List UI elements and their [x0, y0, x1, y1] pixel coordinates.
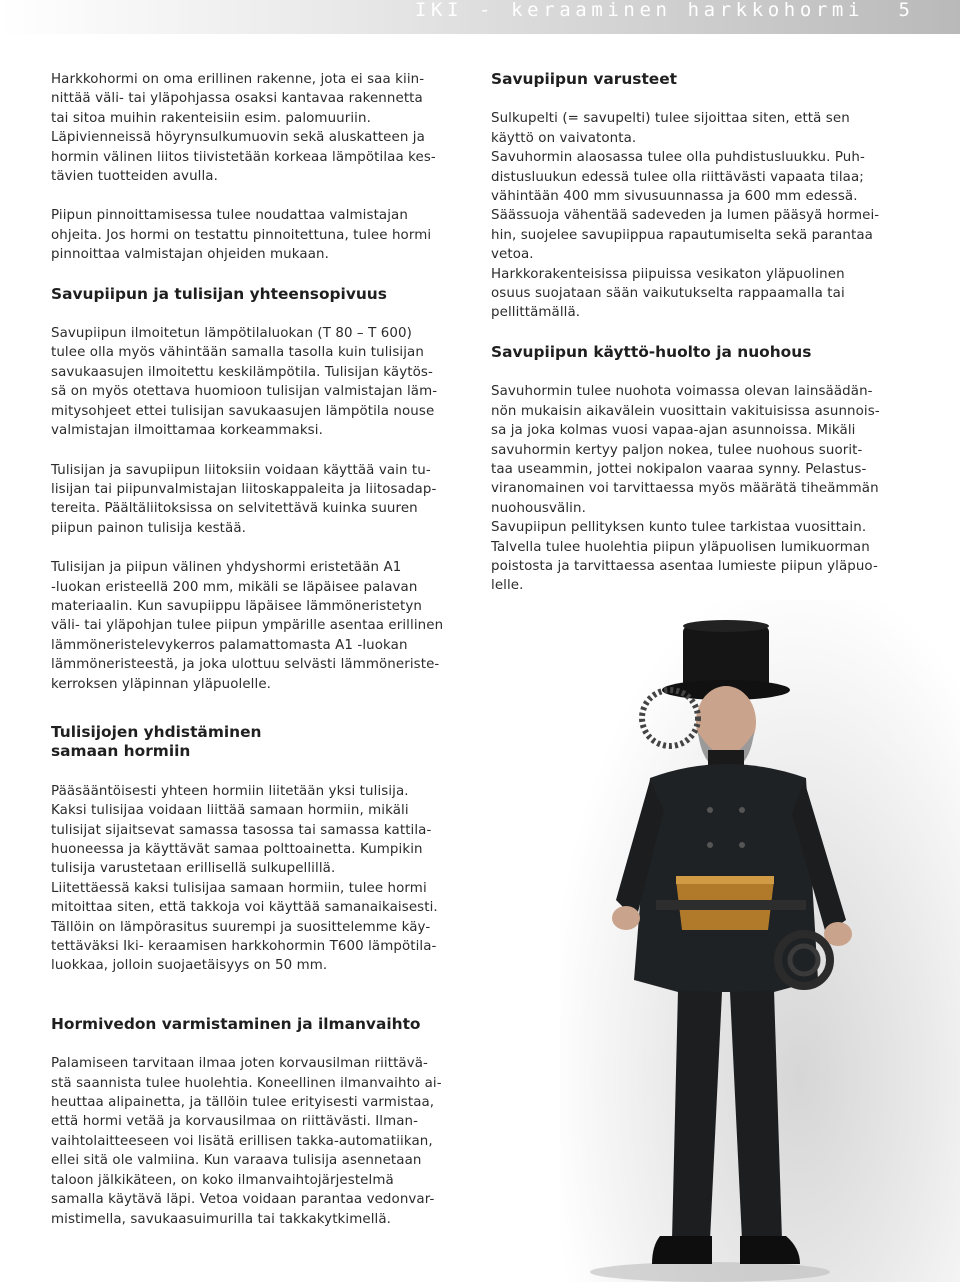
paragraph-connections: Tulisijan ja savupiipun liitoksiin voidaan käyttää vain tu- lisijan tai piipunvalmistajan liitoskappaleita ja liitosadap- tereita. Päältäliitoksissa on selvitettävä kuinka suuren piipun painon tulisija kestää. — [51, 462, 437, 536]
paragraph-structure: Harkkohormi on oma erillinen rakenne, jota ei saa kiin- nittää väli- tai yläpohjassa osaksi kantavaa rakennetta tai sitoa muihin rakenteisiin esim. palomuuriin. Läpivienneissä höyrynsulkumuovin sekä aluskatteen ja hormin välinen liitos tiivistetään korkeaa lämpötilaa kes- tävien tuotteiden avulla. — [51, 72, 436, 185]
page-number: 5 — [898, 0, 910, 21]
heading-equipment: Savupiipun varusteet — [491, 70, 678, 88]
paragraph-insulation: Tulisijan ja piipun välinen yhdyshormi eristetään A1 -luokan eristeellä 200 mm, mikäli se läpäisee palavan materiaalin. Kun savupiippu läpäisee lämmöneristetyn väli- tai yläpohjan tulee piipun ympärille asentaa erillinen lämmöneristelevykerros palamattomasta A1 -luokan lämmöneristeestä, ja joka ulottuu selvästi lämmöneriste- kerroksen yläpinnan yläpuolelle. — [51, 560, 444, 692]
heading-draft-ventilation: Hormivedon varmistaminen ja ilmanvaihto — [51, 1014, 421, 1033]
right-column — [491, 70, 911, 596]
heading-connecting-fireplaces: Tulisijojen yhdistäminen samaan hormiin — [51, 722, 262, 761]
left-column — [51, 70, 471, 1229]
heading-maintenance: Savupiipun käyttö-huolto ja nuohous — [491, 342, 812, 361]
header-band — [0, 0, 960, 34]
paragraph-temperature-class: Savupiipun ilmoitetun lämpötilaluokan (T 80 – T 600) tulee olla myös vähintään samalla tasolla kuin tulisijan savukaasujen ilmoitettu keskilämpötila. Tulisijan käytös- sä on myös otettava huomioon tulisijan valmistajan läm- mitysohjeet ettei tulisijan savukaasujen lämpötila nouse valmistajan ilmoittamaa korkeammaksi. — [51, 326, 438, 439]
running-title: IKI - keraaminen harkkohormi — [414, 0, 864, 21]
paragraph-two-fireplaces: Pääsääntöisesti yhteen hormiin liitetään yksi tulisija. Kaksi tulisijaa voidaan liittää samaan hormiin, mikäli tulisijat sijaitsevat samassa tasossa tai samassa kattila- huoneessa ja käyttävät samaa polttoainetta. Kumpikin tulisija varustetaan erillisellä sulkupellillä. Liitettäessä kaksi tulisijaa samaan hormiin, tulee hormi mitoittaa siten, että takkoja voi käyttää samanaikaisesti. Tällöin on lämpörasitus suurempi ja suosittelemme käy- tettäväksi Iki- keraamisen harkkohormin T600 lämpötila- luokkaa, jolloin suojaetäisyys on 50 mm. — [51, 783, 438, 974]
chimney-sweep-figure — [560, 600, 960, 1282]
paragraph-coating: Piipun pinnoittamisessa tulee noudattaa valmistajan ohjeita. Jos hormi on testattu pinnoitettuna, tulee hormi pinnoittaa valmistajan ohjeiden mukaan. — [51, 208, 432, 263]
paragraph-equipment: Sulkupelti (= savupelti) tulee sijoittaa siten, että sen käyttö on vaivatonta. Savuhormin alaosassa tulee olla puhdistusluukku. Puh- distusluukun edessä tulee olla riittävästi vapaata tilaa; vähintään 400 mm sivusuunnassa ja 600 mm edessä. Säässuoja vähentää sadeveden ja lumen pääsyä hormei- hin, suojelee savupiippua rapautumiselta sekä parantaa vetoa. Harkkorakenteisissa piipuissa vesikaton yläpuolinen osuus suojataan sään vaikutukselta rappaamalla tai pellittämällä. — [491, 111, 880, 321]
chimney-sweep-photo-icon — [560, 600, 960, 1282]
paragraph-ventilation: Palamiseen tarvitaan ilmaa joten korvausilman riittävä- stä saannista tulee huolehtia. Koneellinen ilmanvaihto ai- heuttaa alipainetta, ja tällöin tulee erityisesti varmistaa, että hormi vetää ja korvausilmaa on riittävästi. Ilman- vaihtolaitteeseen voi lisätä erillisen takka-automatiikan, ellei sitä ole valmiina. Kun varaava tulisija asennetaan taloon jälkikäteen, on koko ilmanvaihtojärjestelmä samalla käytävä läpi. Vetoa voidaan parantaa vedonvar- mistimella, savukaasuimurilla tai takkakytkimellä. — [51, 1056, 442, 1227]
paragraph-maintenance: Savuhormin tulee nuohota voimassa olevan lainsäädän- nön mukaisin aikavälein vuosittain vakituisissa asunnois- sa ja joka kolmas vuosi vapaa-ajan asunnoissa. Mikäli savuhormin kertyy paljon nokea, tulee nuohous suorit- taa useammin, jottei nokipalon vaaraa synny. Pelastus- viranomainen voi tarvittaessa myös määrätä tiheämmän nuohousvälin. Savupiipun pellityksen kunto tulee tarkistaa vuosittain. Talvella tulee huolehtia piipun yläpuolisen lumikuorman poistosta ja tarvittaessa asentaa lumieste piipun yläpuo- lelle. — [491, 384, 880, 594]
heading-compatibility: Savupiipun ja tulisijan yhteensopivuus — [51, 284, 387, 303]
